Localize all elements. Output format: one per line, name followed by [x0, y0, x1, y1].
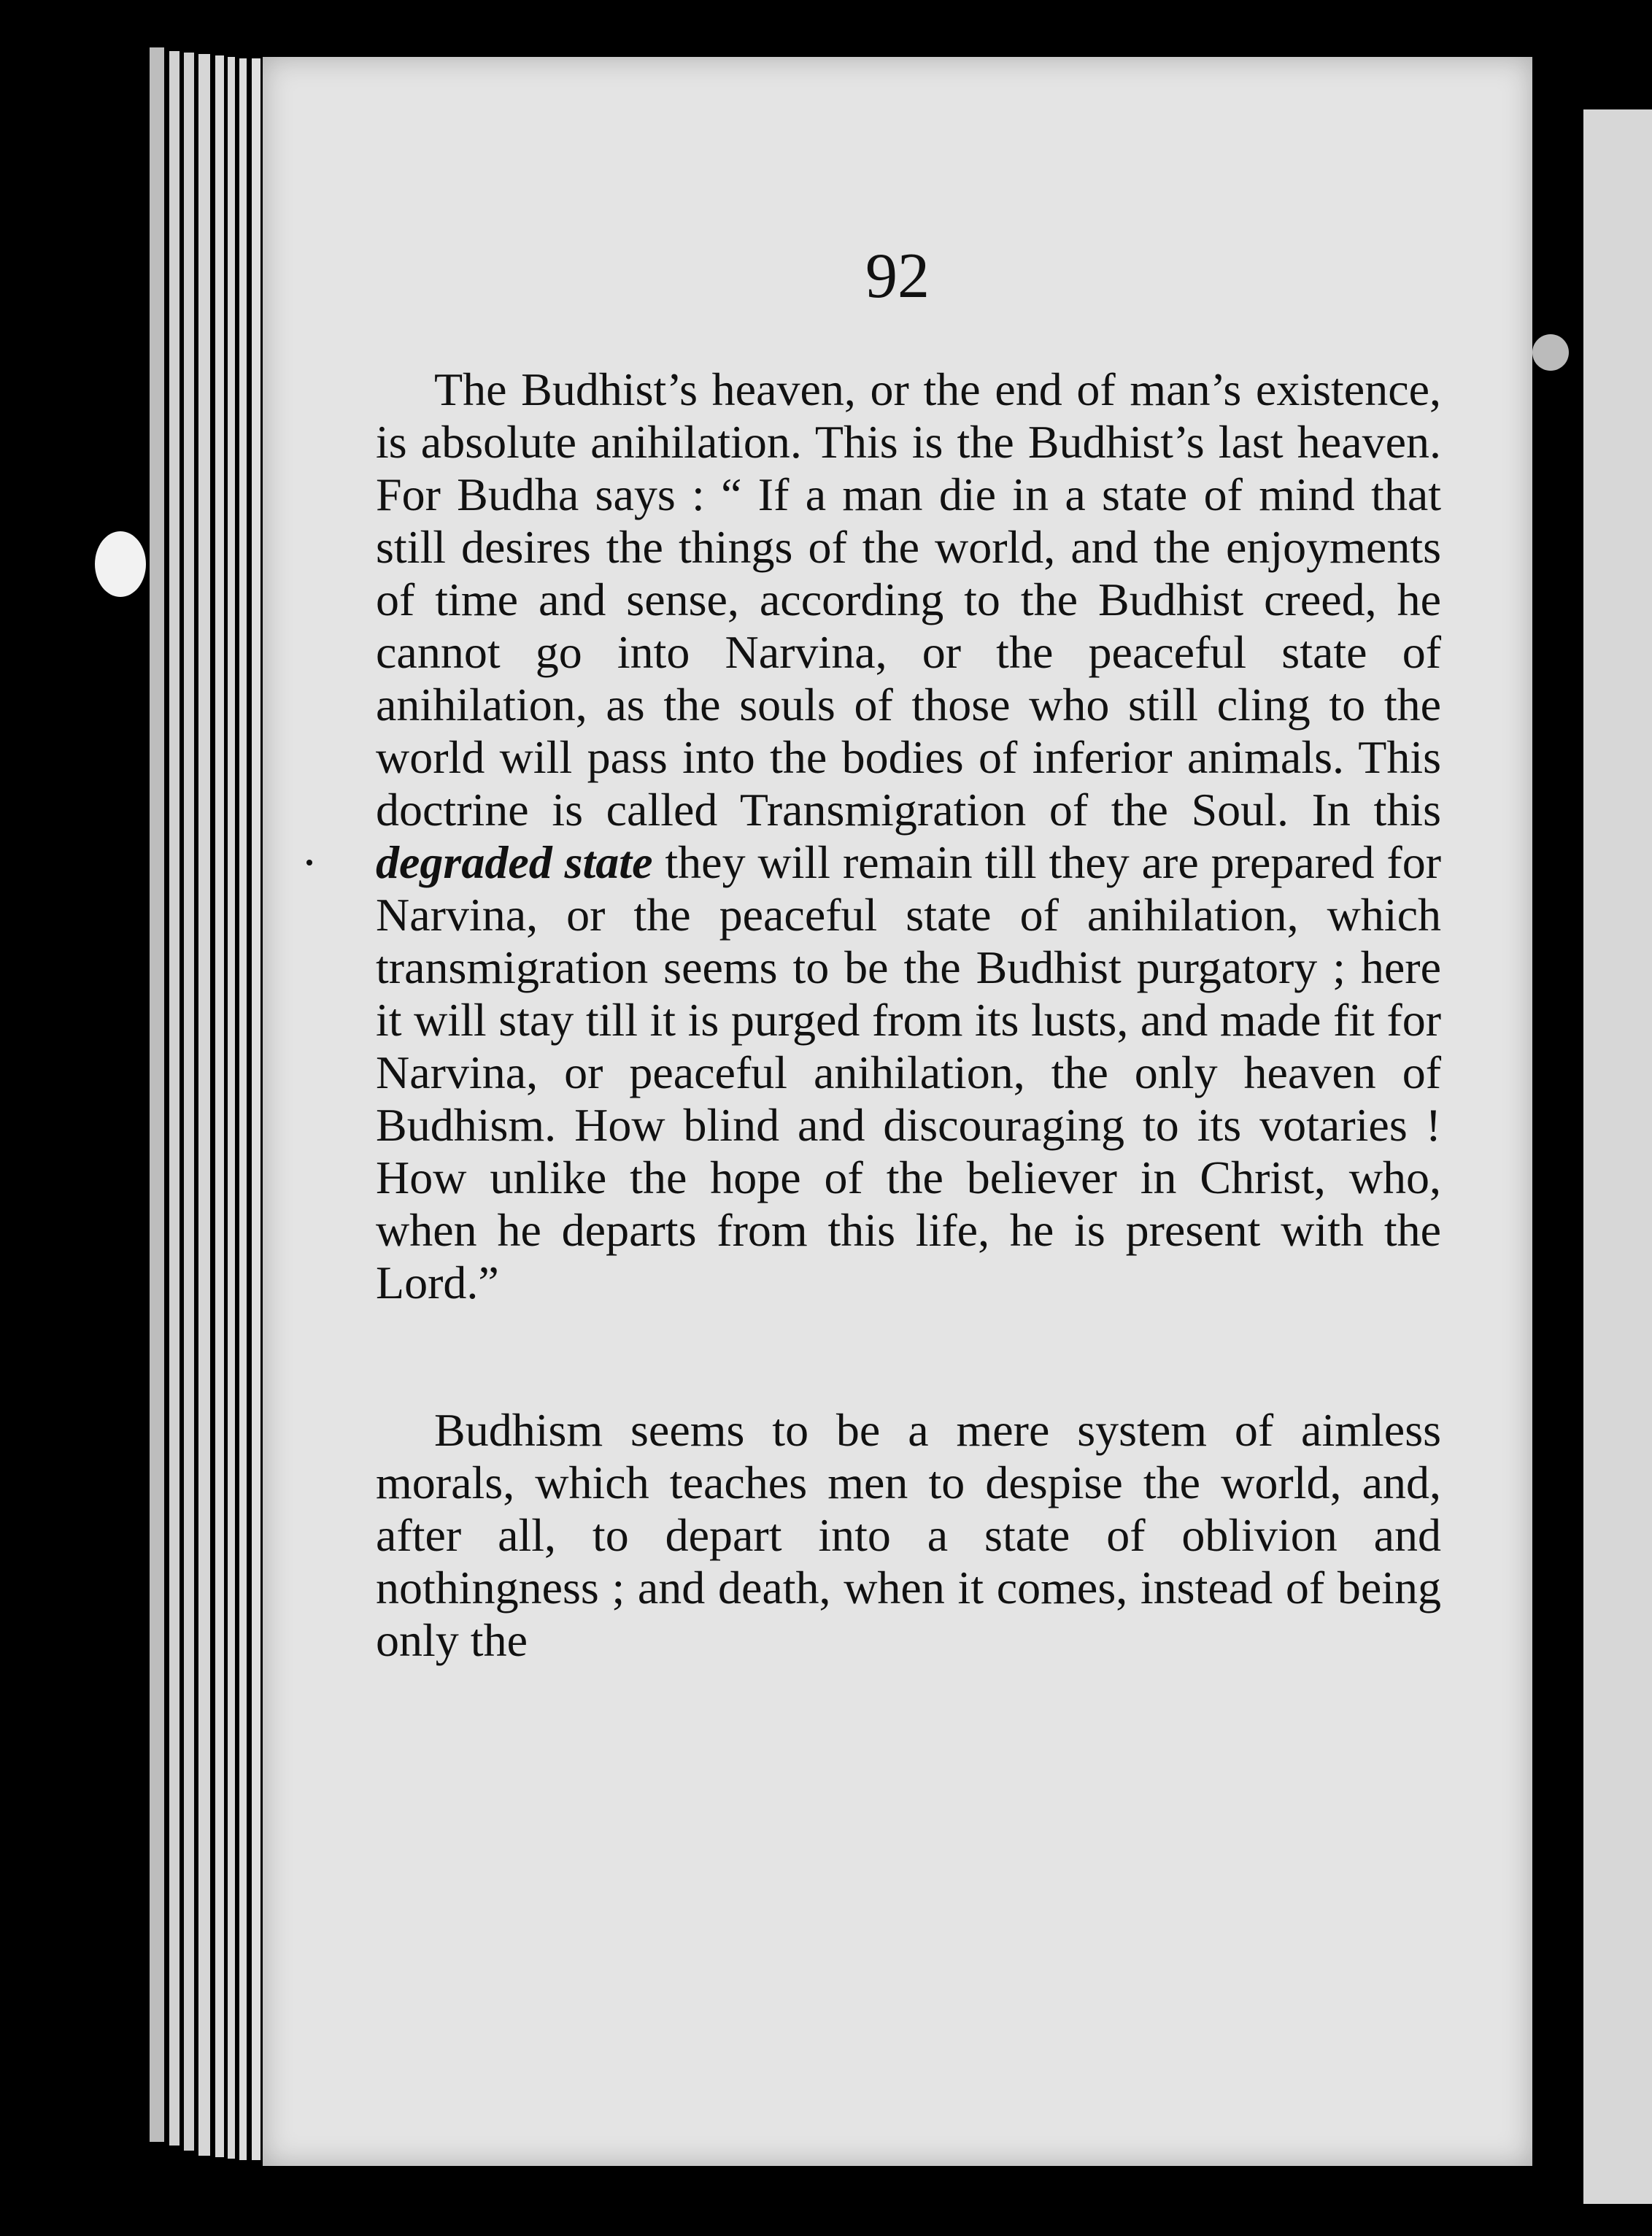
next-page-strip — [1583, 109, 1652, 2204]
paper-blemish — [1532, 334, 1569, 371]
paragraph-1-text-start: The Budhist’s heaven, or the end of man’s existence, is absolute anihilation. This is the Budhist’s last heaven. For Budha says : “ If a man die in a state of mind that still desires the things of the world, and the enjoyments of time and sense, according to the Budhist creed, he cannot go into Narvina, or the peaceful state of anihilation, as the souls of those who still cling to the world will pass into the bodies of inferior animals. This doctrine is called Transmigration of the Soul. In this — [376, 363, 1441, 836]
body-text — [376, 363, 1441, 1667]
paper-blemish — [95, 531, 146, 597]
ink-dot — [306, 860, 312, 866]
page-edge — [239, 58, 247, 2160]
book-page — [263, 57, 1532, 2166]
emphasized-phrase: degraded state — [376, 836, 653, 888]
page-edge — [252, 58, 260, 2160]
page-edge — [228, 57, 235, 2159]
page-edge — [150, 47, 164, 2142]
page-edge — [169, 51, 180, 2146]
page-number: 92 — [865, 241, 930, 312]
page-edge — [198, 54, 210, 2156]
page-edge — [215, 55, 224, 2157]
paragraph-1-text-end: they will remain till they are prepared for Narvina, or the peaceful state of anihilation, which transmigration seems to be the Budhist purgatory ; here it will stay till it is purged from its lusts, and made fit for Narvina, or peaceful anihilation, the only heaven of Budhism. How blind and discouraging to its votaries ! How unlike the hope of the believer in Christ, who, when he departs from this life, he is present with the Lord.” — [376, 836, 1442, 1308]
page-edge — [184, 53, 194, 2151]
paragraph-2: Budhism seems to be a mere system of aimless morals, which teaches men to despise the world, and, after all, to depart into a state of oblivion and nothingness ; and death, when it comes, instead of being only the — [376, 1404, 1441, 1666]
paragraph-1 — [376, 363, 1441, 1309]
